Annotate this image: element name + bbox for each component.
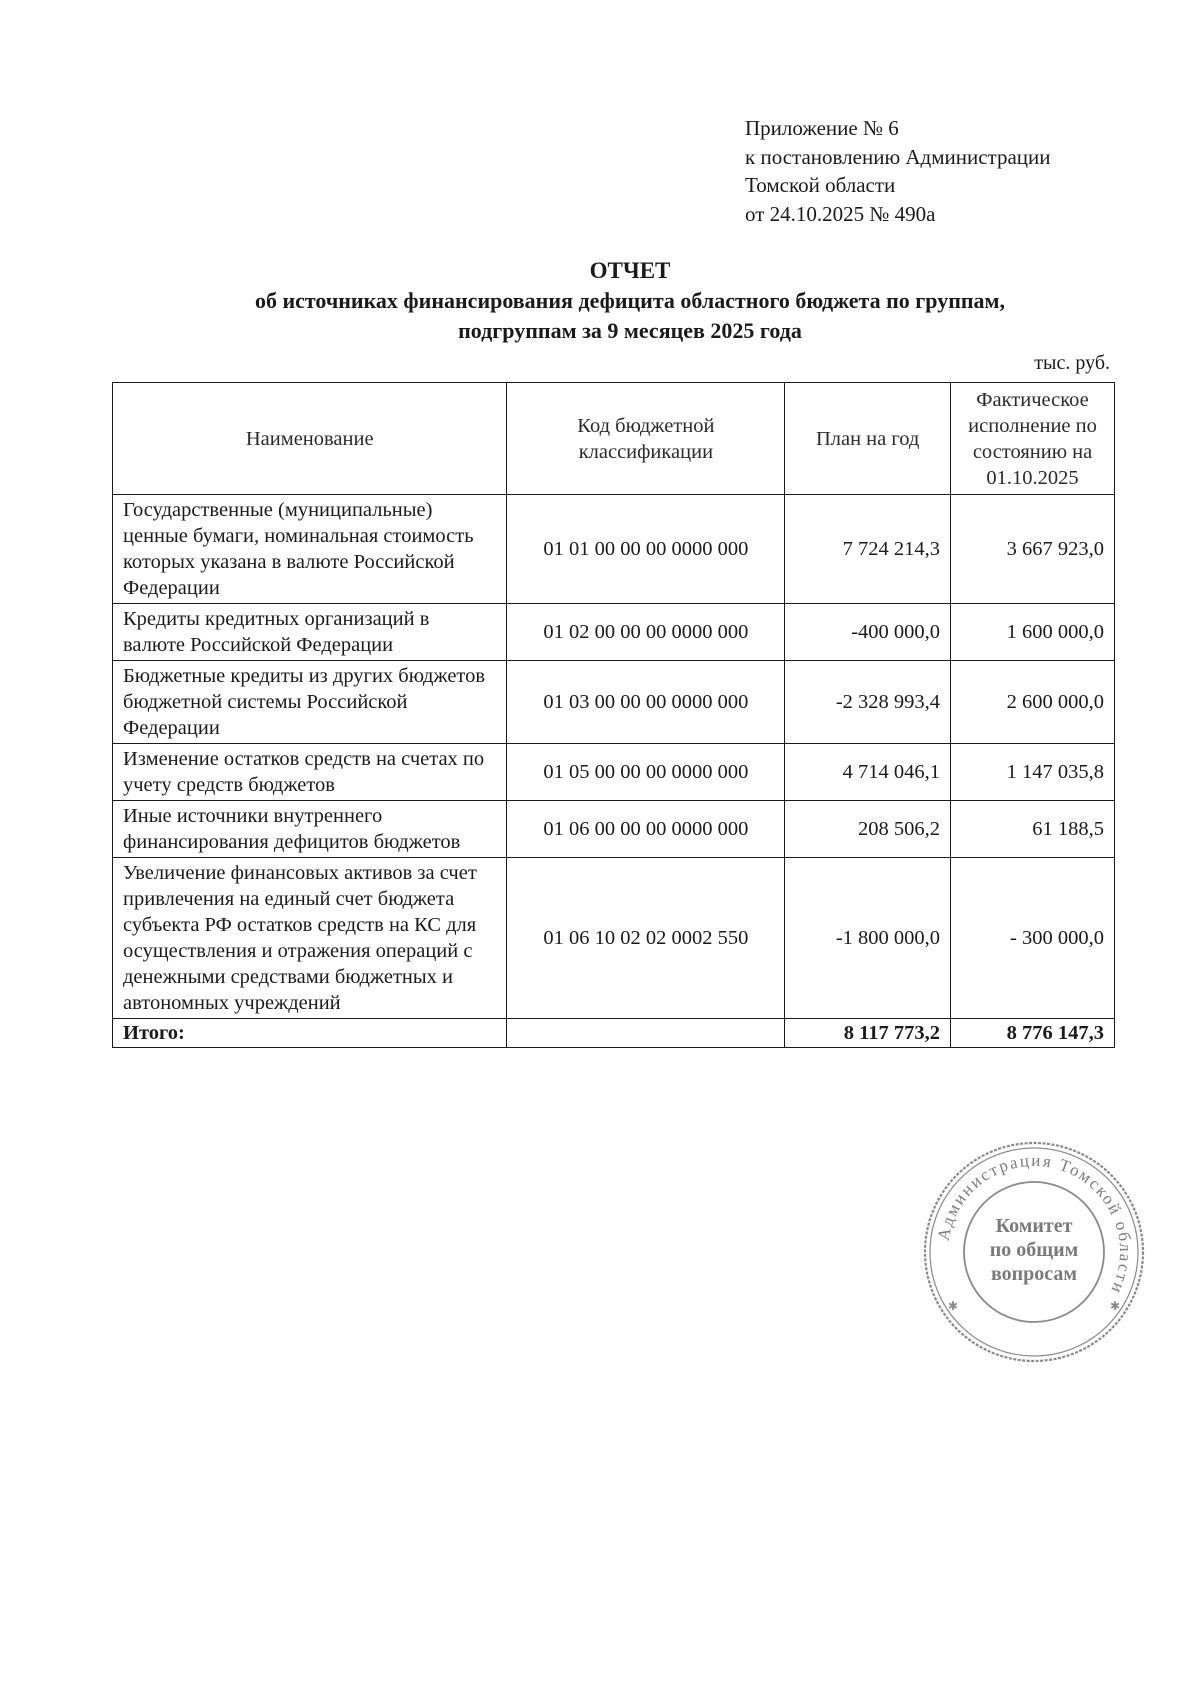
row-actual: 3 667 923,0: [951, 495, 1115, 604]
table-row: [113, 858, 1115, 1019]
seal-line-1: Комитет: [995, 1215, 1073, 1237]
row-plan: 4 714 046,1: [785, 744, 951, 801]
row-name: Кредиты кредитных организаций в валюте Российской Федерации: [113, 604, 507, 661]
row-name: Изменение остатков средств на счетах по учету средств бюджетов: [113, 744, 507, 801]
row-actual: 1 147 035,8: [951, 744, 1115, 801]
header-actual: Фактическое исполнение по состоянию на 01.10.2025: [951, 383, 1115, 495]
row-plan: -2 328 993,4: [785, 661, 951, 744]
annex-block: [745, 114, 1051, 228]
row-code: 01 05 00 00 00 0000 000: [507, 744, 785, 801]
seal-star-icon: ✱: [1110, 1299, 1121, 1313]
total-row: [113, 1019, 1115, 1048]
row-name: Иные источники внутреннего финансирования дефицитов бюджетов: [113, 801, 507, 858]
row-plan: 208 506,2: [785, 801, 951, 858]
report-title-line-2: об источниках финансирования дефицита областного бюджета по группам,: [254, 288, 1006, 313]
annex-line-4: от 24.10.2025 № 490а: [745, 201, 936, 226]
units-label: тыс. руб.: [1034, 352, 1110, 374]
report-table: [112, 382, 1115, 1048]
row-code: 01 06 10 02 02 0002 550: [507, 858, 785, 1019]
report-title-line-3: подгруппам за 9 месяцев 2025 года: [458, 318, 802, 343]
row-plan: -1 800 000,0: [785, 858, 951, 1019]
row-code: 01 01 00 00 00 0000 000: [507, 495, 785, 604]
row-code: 01 06 00 00 00 0000 000: [507, 801, 785, 858]
row-name: Увеличение финансовых активов за счет привлечения на единый счет бюджета субъекта РФ остатков средств на КС для осуществления и отражения операций с денежными средствами бюджетных и автономных учреждений: [113, 858, 507, 1019]
row-plan: 7 724 214,3: [785, 495, 951, 604]
table-header-row: [113, 383, 1115, 495]
total-plan: 8 117 773,2: [785, 1019, 951, 1048]
table-row: [113, 744, 1115, 801]
table-row: [113, 801, 1115, 858]
row-plan: -400 000,0: [785, 604, 951, 661]
header-plan: План на год: [785, 383, 951, 495]
row-code: 01 03 00 00 00 0000 000: [507, 661, 785, 744]
table-row: [113, 604, 1115, 661]
total-actual: 8 776 147,3: [951, 1019, 1115, 1048]
report-title: [0, 256, 1200, 346]
seal-star-icon: ✱: [948, 1299, 959, 1313]
header-name: Наименование: [113, 383, 507, 495]
annex-line-2: к постановлению Администрации: [745, 144, 1051, 169]
report-title-main: ОТЧЕТ: [589, 258, 671, 283]
row-actual: - 300 000,0: [951, 858, 1115, 1019]
annex-line-3: Томской области: [745, 173, 896, 197]
annex-line-1: Приложение № 6: [745, 116, 899, 140]
seal-ring-text: Администрация Томской области: [933, 1150, 1136, 1298]
total-label: Итого:: [113, 1019, 507, 1048]
row-actual: 2 600 000,0: [951, 661, 1115, 744]
table-row: [113, 661, 1115, 744]
total-code-empty: [507, 1019, 785, 1048]
table-row: [113, 495, 1115, 604]
row-code: 01 02 00 00 00 0000 000: [507, 604, 785, 661]
row-actual: 1 600 000,0: [951, 604, 1115, 661]
official-seal: [920, 1138, 1148, 1366]
row-name: Государственные (муниципальные) ценные бумаги, номинальная стоимость которых указана в валюте Российской Федерации: [113, 495, 507, 604]
row-actual: 61 188,5: [951, 801, 1115, 858]
seal-line-3: вопросам: [990, 1263, 1078, 1285]
seal-line-2: по общим: [989, 1239, 1079, 1261]
header-code: Код бюджетной классификации: [507, 383, 785, 495]
row-name: Бюджетные кредиты из других бюджетов бюджетной системы Российской Федерации: [113, 661, 507, 744]
